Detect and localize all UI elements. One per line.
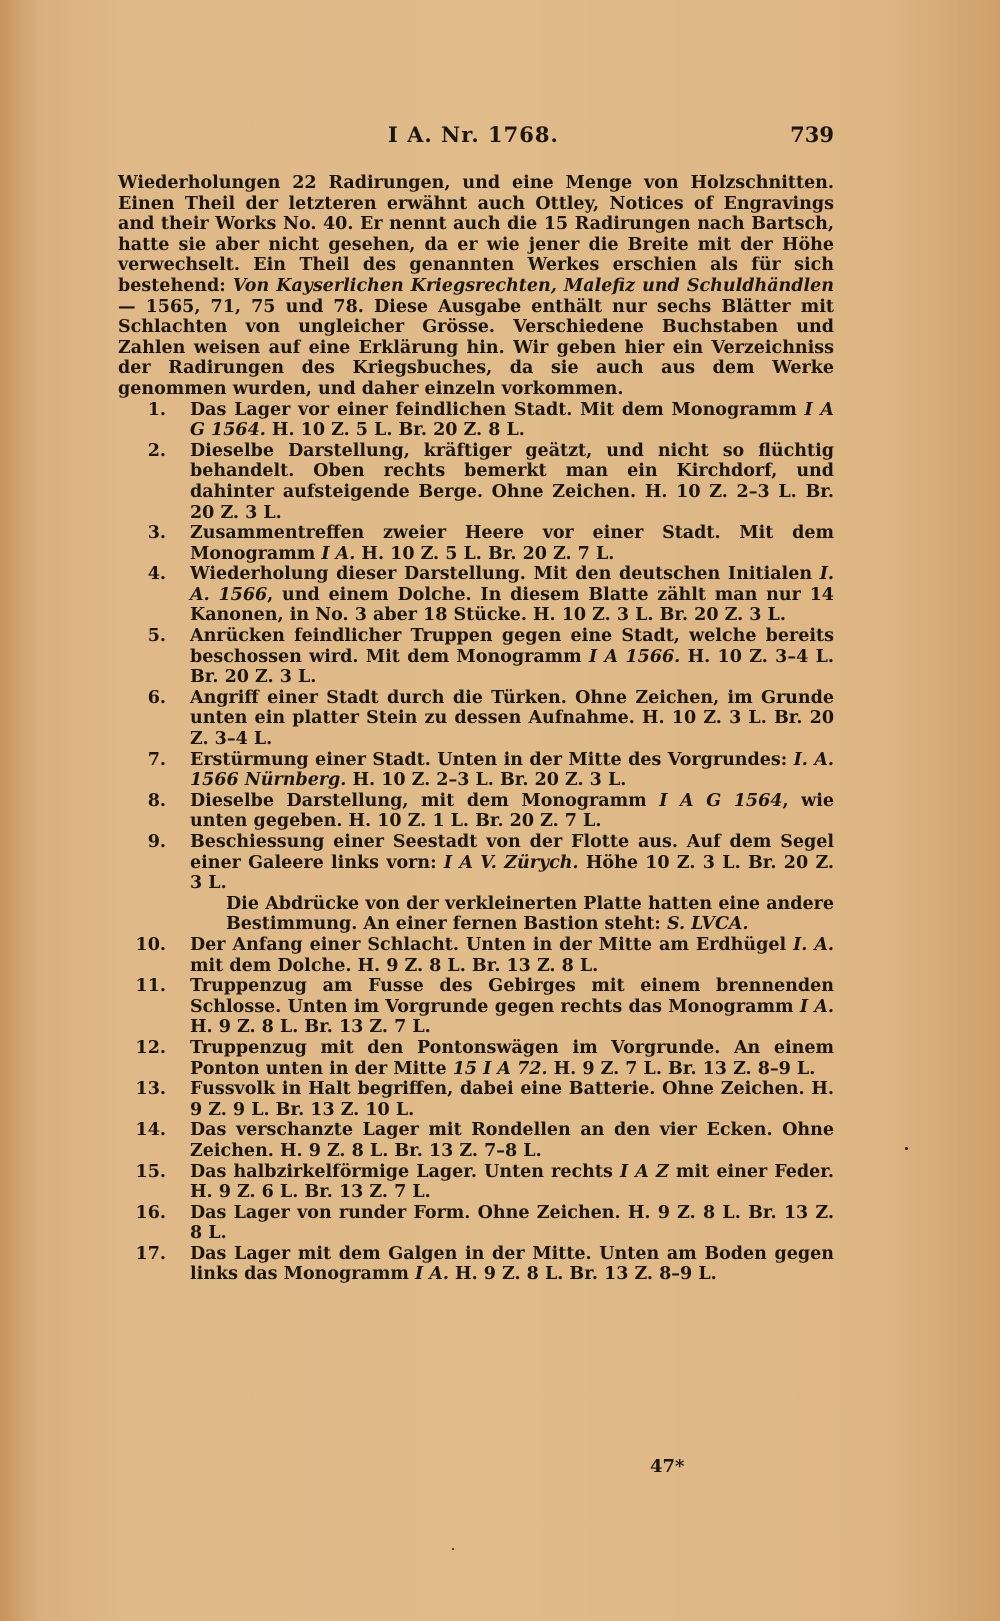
text-run: Der Anfang einer Schlacht. Unten in der Mitte am Erdhügel — [190, 934, 794, 955]
item-number: 17. — [135, 1243, 166, 1264]
list-item — [118, 832, 834, 894]
text-run: Zusammentreffen zweier Heere vor einer Stadt. Mit dem Monogramm — [190, 523, 834, 564]
item-number: 2. — [147, 440, 166, 461]
text-run: Fussvolk in Halt begriffen, dabei eine Batterie. Ohne Zeichen. H. 9 Z. 9 L. Br. 13 Z. 10 L. — [190, 1079, 834, 1120]
text-run: Truppenzug mit den Pontonswägen im Vorgrunde. An einem Ponton unten in der Mitte — [190, 1037, 834, 1079]
list-item — [118, 976, 834, 1038]
list-item — [118, 400, 834, 441]
italic-text: I. A. — [793, 934, 834, 955]
page-body — [118, 173, 834, 1285]
text-run: H. 9 Z. 8 L. Br. 13 Z. 7 L. — [190, 1017, 431, 1038]
list-item — [118, 750, 834, 791]
text-run: Wiederholungen 22 Radirungen, und eine Menge von Holzschnitten. Einen Theil der letzteren erwähnt auch Ottley, Notices of Engravings and their Works No. 40. Er nennt auch die 15 Radirungen nach Bartsch, hatte sie aber nicht gesehen, da er wie jener die Breite mit der Höhe verwechselt. Ein Theil des genannten Werkes erschien als für sich bestehend: — [118, 173, 834, 296]
etchings-list — [118, 400, 834, 1286]
running-head: I A. Nr. 1768. — [388, 122, 559, 147]
text-run: mit dem Dolche. H. 9 Z. 8 L. Br. 13 Z. 8 L. — [190, 955, 599, 976]
text-run: H. 10 Z. 5 L. Br. 20 Z. 8 L. — [265, 420, 525, 441]
item-number: 8. — [147, 790, 166, 811]
italic-text: I. A. 1566 — [190, 564, 834, 605]
item-number: 5. — [147, 626, 166, 647]
italic-text: I A Z — [619, 1161, 669, 1182]
item-number: 12. — [135, 1037, 166, 1058]
text-run: Truppenzug am Fusse des Gebirges mit einem brennenden Schlosse. Unten im Vorgrunde gegen rechts das Monogramm — [190, 976, 834, 1017]
text-run: H. 9 Z. 7 L. Br. 13 Z. 8–9 L. — [547, 1058, 816, 1079]
text-run: Das halbzirkelförmige Lager. Unten rechts — [190, 1161, 620, 1182]
italic-text: Von Kayserlichen Kriegsrechten, Malefiz und Schuldhändlen — [232, 275, 835, 296]
text-run: Angriff einer Stadt durch die Türken. Ohne Zeichen, im Grunde unten ein platter Stein zu dessen Aufnahme. H. 10 Z. 3 L. Br. 20 Z. 3–4 L. — [190, 687, 834, 750]
list-item — [118, 523, 834, 564]
text-run: , und einem Dolche. In diesem Blatte zählt man nur 14 Kanonen, in No. 3 aber 18 Stücke. H. 10 Z. 3 L. Br. 20 Z. 3 L. — [190, 584, 834, 626]
italic-text: 15 I A 72. — [452, 1058, 548, 1079]
text-run: Die Abdrücke von der verkleinerten Platte hatten eine andere Bestimmung. An einer fernen Bastion steht: — [226, 893, 834, 935]
text-run: Höhe 10 Z. 3 L. Br. 20 Z. 3 L. — [190, 852, 835, 894]
list-item — [118, 1038, 834, 1079]
text-run: H. 9 Z. 8 L. Br. 13 Z. 8–9 L. — [448, 1264, 717, 1285]
text-run: Wiederholung dieser Darstellung. Mit den deutschen Initialen — [190, 564, 820, 585]
italic-text: I A. — [321, 543, 356, 564]
italic-text: I A 1566. — [589, 646, 681, 667]
item-number: 11. — [135, 976, 166, 997]
text-run: H. 10 Z. 2–3 L. Br. 20 Z. 3 L. — [346, 770, 627, 791]
list-note — [118, 894, 834, 935]
list-item — [118, 564, 834, 626]
list-item — [118, 1244, 834, 1285]
italic-text: I. A. 1566 Nürnberg. — [190, 749, 834, 791]
text-run: Dieselbe Darstellung, kräftiger geätzt, und nicht so flüchtig behandelt. Oben rechts bemerkt man ein Kirchdorf, und dahinter aufsteigende Berge. Ohne Zeichen. H. 10 Z. 2–3 L. Br. 20 Z. 3 L. — [190, 440, 834, 523]
italic-text: I A. — [414, 1264, 449, 1285]
text-run: H. 10 Z. 3–4 L. Br. 20 Z. 3 L. — [190, 646, 834, 688]
list-item — [118, 791, 834, 832]
italic-text: I A V. Zürych. — [443, 852, 579, 873]
item-number: 1. — [147, 399, 166, 420]
intro-paragraph — [118, 173, 834, 400]
signature-mark: 47* — [650, 1456, 685, 1477]
list-item — [118, 1079, 834, 1120]
list-item — [118, 1120, 834, 1161]
list-item — [118, 1203, 834, 1244]
item-number: 4. — [147, 564, 166, 585]
text-run: mit einer Feder. H. 9 Z. 6 L. Br. 13 Z. 7 L. — [190, 1161, 834, 1203]
text-run: Erstürmung einer Stadt. Unten in der Mitte des Vorgrundes: — [190, 749, 794, 770]
italic-text: I A G 1564 — [659, 790, 783, 811]
item-number: 9. — [147, 832, 166, 852]
item-number: 6. — [147, 687, 166, 708]
item-number: 14. — [135, 1120, 166, 1141]
item-number: 16. — [135, 1202, 166, 1223]
text-run: H. 10 Z. 5 L. Br. 20 Z. 7 L. — [355, 543, 615, 564]
item-number: 7. — [147, 749, 166, 770]
text-run: Dieselbe Darstellung, mit dem Monogramm — [190, 790, 660, 811]
page-header — [118, 122, 834, 154]
list-item — [118, 441, 834, 523]
list-item — [118, 626, 834, 688]
text-run: Das Lager mit dem Galgen in der Mitte. Unten am Boden gegen links das Monogramm — [190, 1243, 834, 1285]
text-run: , wie unten gegeben. H. 10 Z. 1 L. Br. 20 Z. 7 L. — [190, 790, 834, 832]
item-number: 15. — [135, 1161, 166, 1182]
text-run: Das verschanzte Lager mit Rondellen an den vier Ecken. Ohne Zeichen. H. 9 Z. 8 L. Br. 13 Z. 7–8 L. — [190, 1120, 834, 1161]
text-run: Anrücken feindlicher Truppen gegen eine Stadt, welche bereits beschossen wird. Mit dem Monogramm — [190, 626, 834, 667]
item-number: 10. — [135, 934, 166, 955]
paper-speck — [905, 1147, 908, 1150]
paper-speck — [452, 1548, 454, 1550]
list-item — [118, 688, 834, 750]
list-item — [118, 935, 834, 976]
italic-text: I A G 1564. — [190, 399, 834, 441]
item-number: 3. — [147, 523, 166, 544]
page-number: 739 — [790, 122, 834, 147]
list-item — [118, 1162, 834, 1203]
item-number: 13. — [135, 1079, 166, 1100]
text-run: — 1565, 71, 75 und 78. Diese Ausgabe enthält nur sechs Blätter mit Schlachten von ungleicher Grösse. Verschiedene Buchstaben und Zahlen weisen auf eine Erklärung hin. Wir geben hier ein Verzeichniss der Radirungen des Kriegsbuches, da sie auch aus dem Werke genommen wurden, und daher einzeln vorkommen. — [118, 296, 834, 399]
text-run: Beschiessung einer Seestadt von der Flotte aus. Auf dem Segel einer Galeere links vorn: — [190, 832, 834, 873]
text-run: Das Lager vor einer feindlichen Stadt. Mit dem Monogramm — [190, 399, 805, 420]
text-run: Das Lager von runder Form. Ohne Zeichen. H. 9 Z. 8 L. Br. 13 Z. 8 L. — [190, 1202, 834, 1244]
italic-text: I A. — [799, 996, 834, 1017]
italic-text: S. LVCA. — [666, 914, 749, 935]
